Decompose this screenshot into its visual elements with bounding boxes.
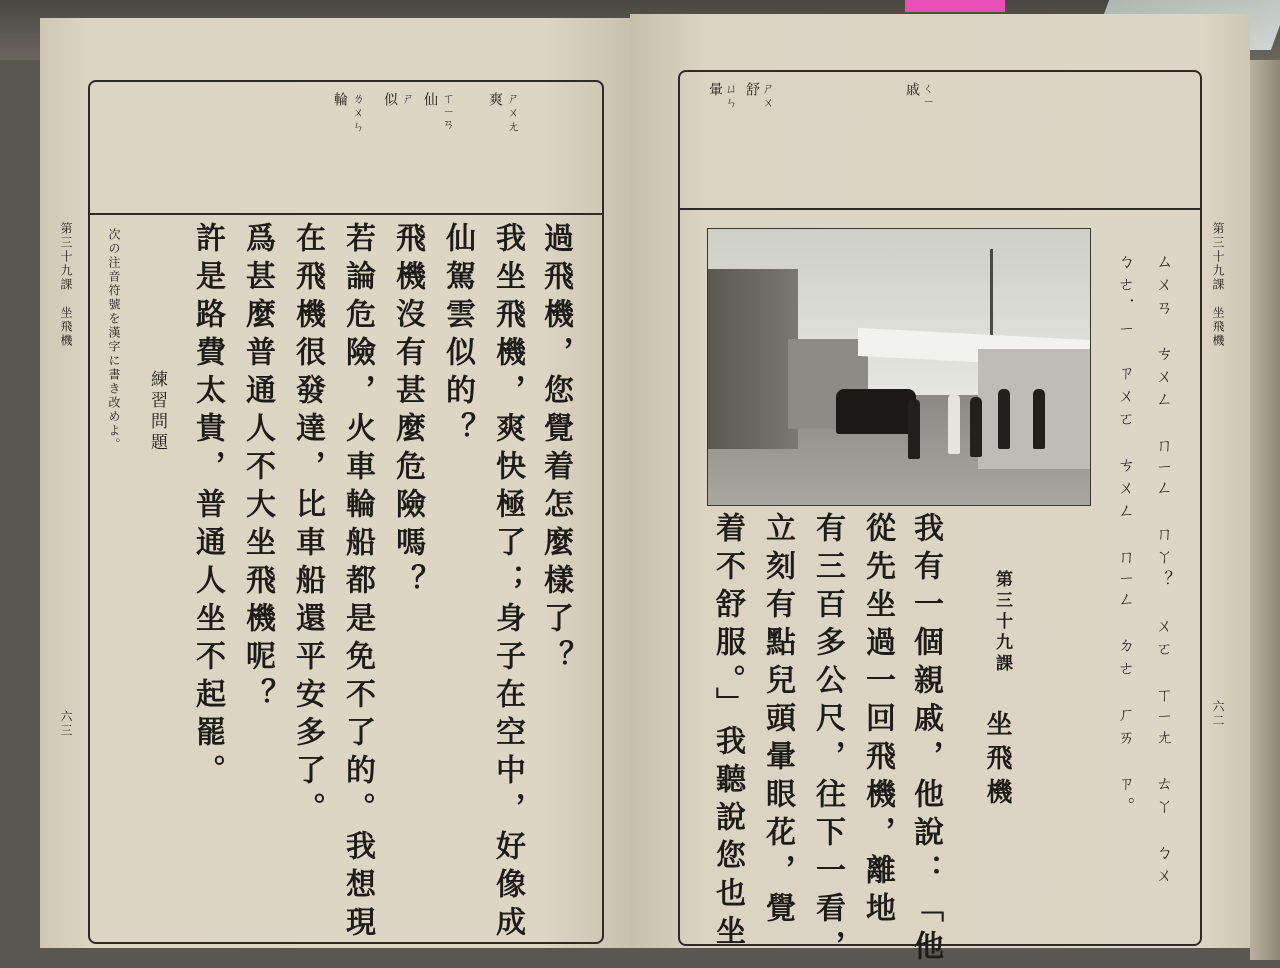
airplane-photo (707, 228, 1091, 506)
annot-zhuyin: ㄕ (401, 92, 415, 106)
annot-zhuyin: ㄕㄨㄤ (506, 92, 520, 134)
annot-hanzi: 似 (382, 92, 398, 108)
photo-person (970, 397, 982, 457)
photo-person (1033, 389, 1045, 449)
photo-person (908, 399, 920, 459)
annot-hanzi: 戚 (904, 82, 920, 98)
annot-hanzi: 暈 (707, 82, 723, 98)
annot-zhuyin: ㄩㄣ (724, 82, 738, 110)
left-body-column: 若論危險，火車輪船都是免不了的。我想現 (340, 222, 375, 944)
left-top-divider (88, 213, 602, 215)
annot-zhuyin: ㄑㄧ (921, 82, 935, 108)
annot-hanzi: 仙 (422, 92, 438, 108)
page-number-left: 六三 (59, 710, 73, 738)
running-head-left: 第三十九課 坐飛機 (59, 222, 73, 348)
annot-hanzi: 輪 (332, 92, 348, 108)
left-body-column: 飛機沒有甚麼危險嗎？ (390, 222, 425, 602)
left-body-column: 我坐飛機，爽快極了；身子在空中，好像成 (490, 222, 525, 944)
right-body-column: 我有一個親戚，他說：「他 (908, 512, 943, 968)
annot-hanzi: 舒 (744, 82, 760, 98)
left-body-column: 許是路費太貴，普通人坐不起罷。 (190, 222, 225, 792)
annot-zhuyin: ㄌㄨㄣ (351, 92, 365, 134)
page-edges (1250, 60, 1280, 960)
page-number-right: 六二 (1211, 700, 1225, 728)
lesson-title: 坐飛機 (982, 710, 1012, 812)
right-body-column: 從先坐過一回飛機，離地 (860, 512, 895, 930)
right-body-column: 有三百多公尺，往下一看， (810, 512, 845, 968)
exercise-title: 練習問題 (147, 370, 167, 454)
right-body-column: 立刻有點兒頭暈眼花，覺 (760, 512, 795, 930)
zhuyin-exercise-column: ㄅㄜ．ㄧ ㄗㄨㄛ ㄘㄨㄥ ㄇㄧㄥ ㄉㄜ ㄏㄞ ㄗ。 (1114, 252, 1134, 821)
photo-building (708, 269, 798, 449)
annot-zhuyin: ㄒㄧㄢ (441, 92, 455, 132)
annot-zhuyin: ㄕㄨ (761, 82, 775, 110)
photo-mast (990, 249, 993, 344)
pink-bookmark-tab (905, 0, 1005, 12)
left-body-column: 在飛機很發達，比車船還平安多了。 (290, 222, 325, 830)
exercise-instruction: 次の注音符號を漢字に書き改めよ。 (107, 228, 121, 452)
running-head-right: 第三十九課 坐飛機 (1211, 222, 1225, 348)
photo-person (948, 394, 960, 454)
right-top-divider (678, 208, 1200, 210)
left-body-column: 過飛機，您覺着怎麼樣了？ (538, 222, 573, 678)
right-body-column: 着不舒服。」我聽說您也坐 (710, 512, 745, 953)
left-body-column: 爲甚麼普通人不大坐飛機呢？ (240, 222, 275, 716)
photo-person (998, 389, 1010, 449)
zhuyin-exercise-column: ㄙㄨㄢ ㄘㄨㄥ ㄇㄧㄥ ㄇㄚ？ ㄨㄛ ㄒㄧㄤ ㄊㄚ ㄅㄨ (1152, 252, 1172, 890)
annot-hanzi: 爽 (487, 92, 503, 108)
photo-car (836, 389, 916, 434)
left-body-column: 仙駕雲似的？ (440, 222, 475, 450)
lesson-number: 第三十九課 (992, 570, 1012, 675)
